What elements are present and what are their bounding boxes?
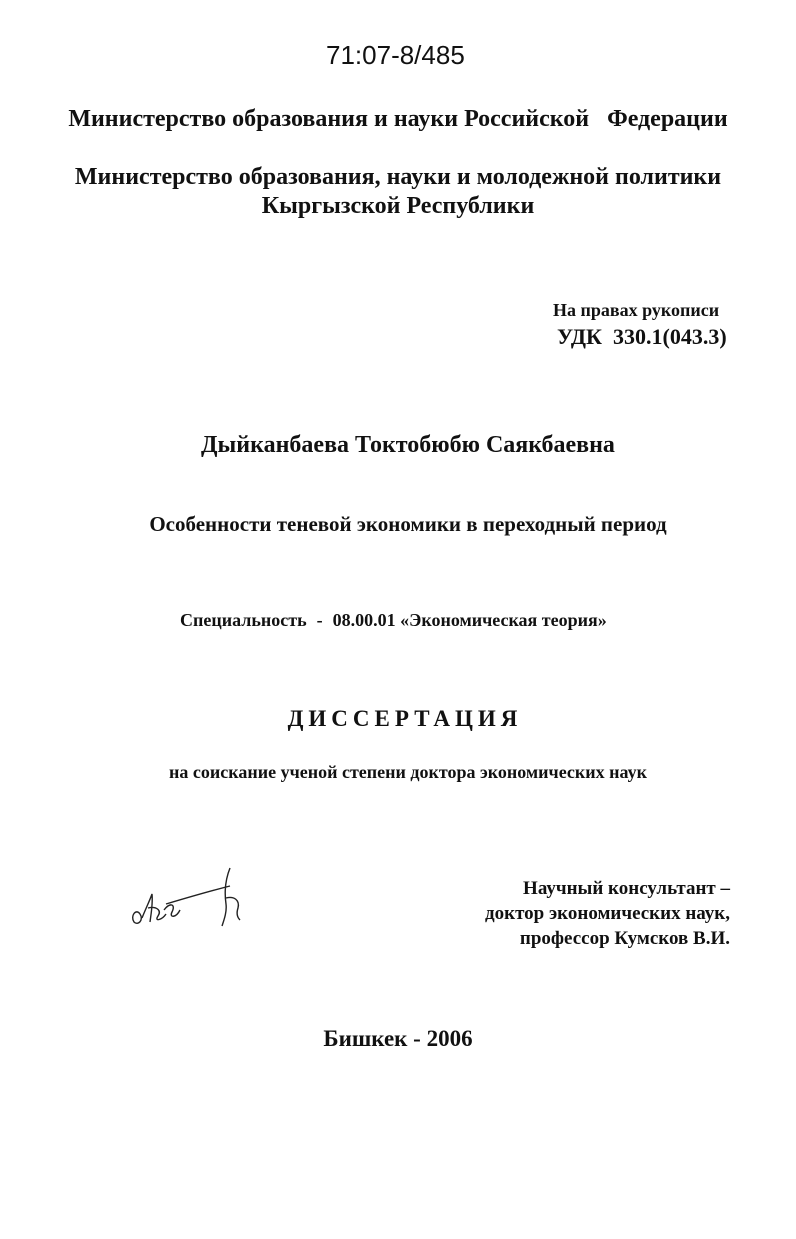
specialty-name: «Экономическая теория» <box>400 610 607 630</box>
ministry-russia: Министерство образования и науки Российской Федерации <box>68 106 728 132</box>
specialty-line <box>180 610 607 631</box>
manuscript-rights: На правах рукописи <box>553 300 720 320</box>
degree-line: на соискание ученой степени доктора экономических наук <box>169 762 647 782</box>
ministry-kyrgyzstan-line2: Кыргызской Республики <box>261 193 535 219</box>
author-name: Дыйканбаева Токтобюбю Саякбаевна <box>201 432 615 458</box>
document-type: ДИССЕРТАЦИЯ <box>287 706 523 731</box>
handwritten-signature <box>126 864 256 934</box>
specialty-code: 08.00.01 <box>332 610 396 630</box>
city-year: Бишкек - 2006 <box>323 1026 473 1051</box>
consultant-name: профессор Кумсков В.И. <box>519 928 730 949</box>
scientific-consultant <box>485 876 730 951</box>
specialty-label: Специальность <box>180 610 307 630</box>
consultant-degree: доктор экономических наук, <box>485 903 730 924</box>
catalog-number: 71:07-8/485 <box>326 40 465 70</box>
consultant-role: Научный консультант – <box>523 878 730 899</box>
specialty-dash: - <box>316 610 323 630</box>
ministry-kyrgyzstan-line1: Министерство образования, науки и молодежной политики <box>74 164 722 190</box>
dissertation-title: Особенности теневой экономики в переходный период <box>149 512 667 536</box>
udk-code: УДК 330.1(043.3) <box>557 324 727 349</box>
